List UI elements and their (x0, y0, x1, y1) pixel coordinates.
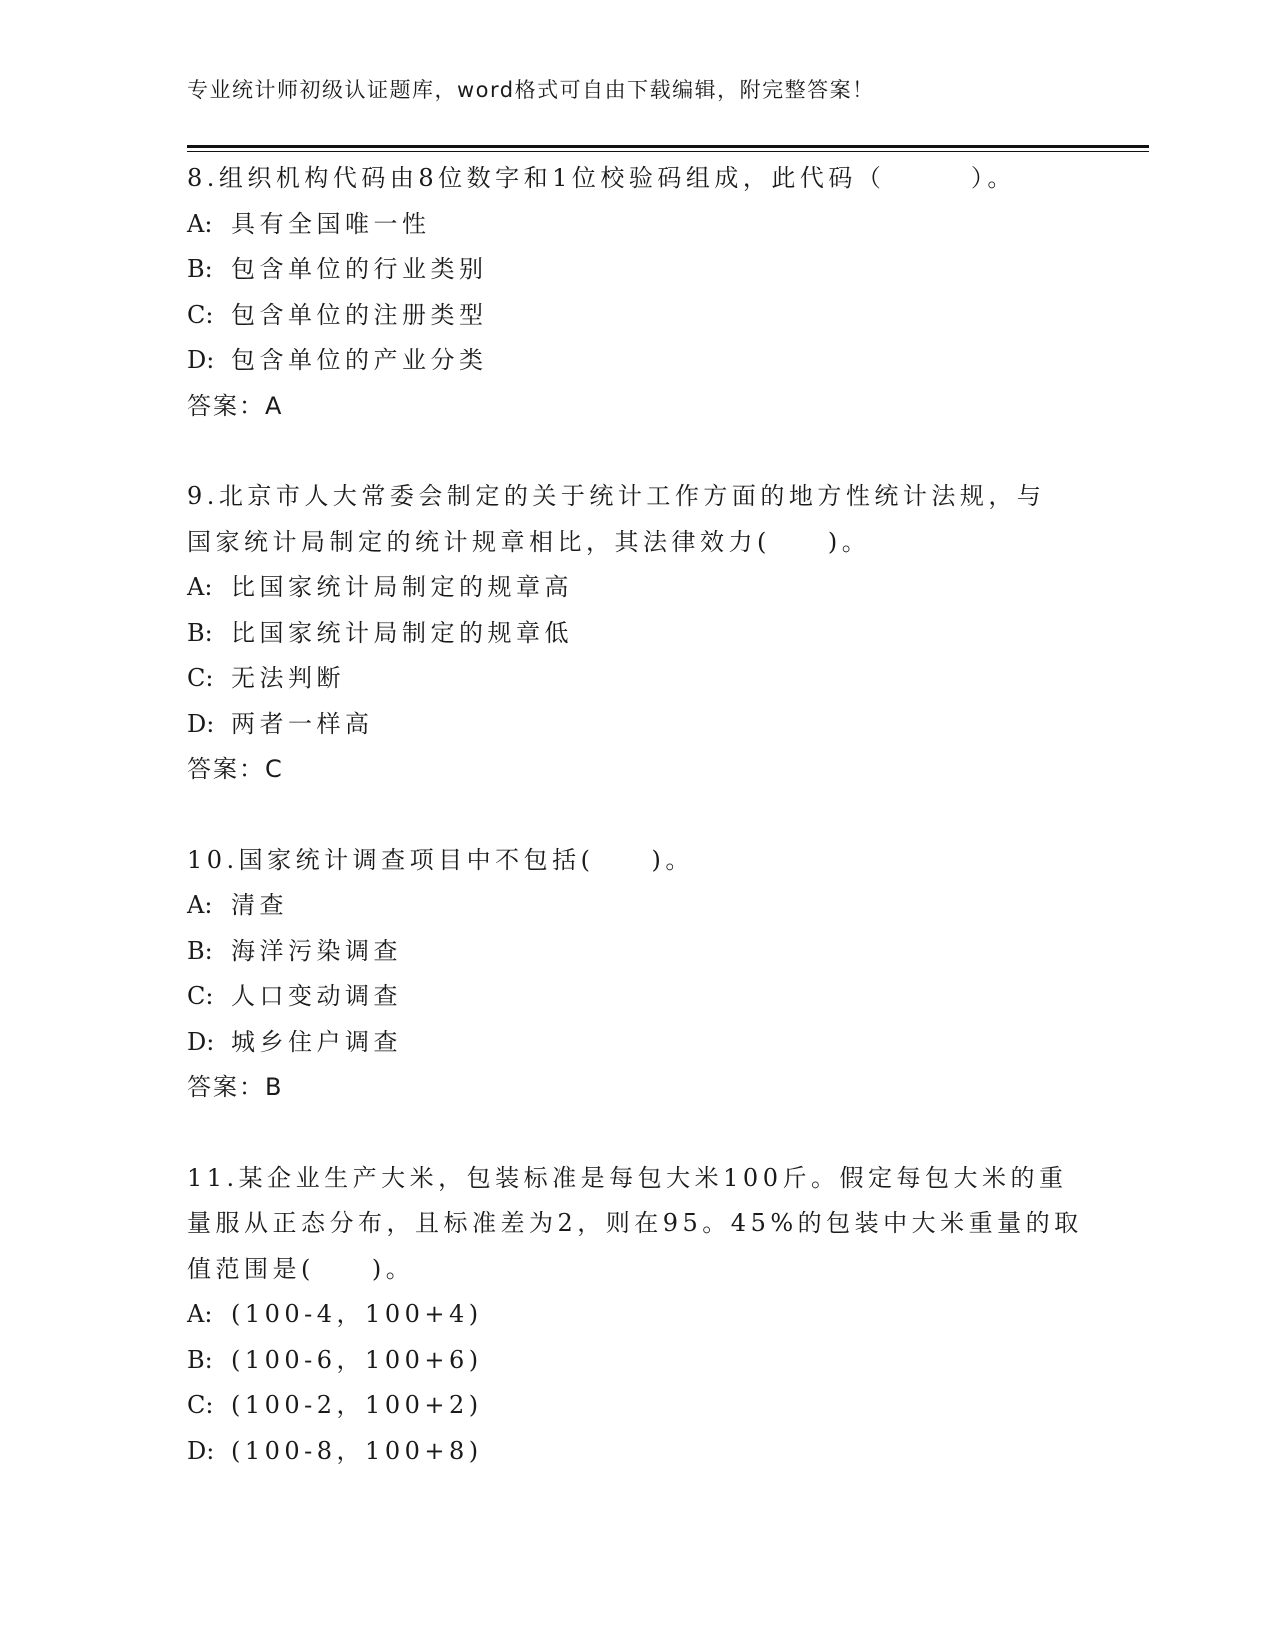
option-b (187, 611, 1087, 657)
option-key: D: (187, 1027, 215, 1056)
question-8 (187, 156, 1087, 429)
question-stem: 8.组织机构代码由8位数字和1位校验码组成，此代码（ ）。 (187, 164, 1016, 192)
option-text: 城乡住户调查 (231, 1027, 402, 1056)
option-key: A: (187, 209, 213, 238)
option-key: B: (187, 1345, 213, 1374)
question-spacer (187, 793, 1087, 838)
question-stem: 值范围是( )。 (187, 1254, 415, 1283)
option-text: 无法判断 (231, 664, 345, 692)
option-c (187, 293, 1087, 339)
option-a (187, 565, 1087, 611)
option-text: 包含单位的注册类型 (231, 300, 488, 329)
header-rule-thin (187, 151, 1149, 152)
option-text: 人口变动调查 (231, 982, 402, 1010)
option-key: D: (187, 346, 215, 374)
option-key: C: (187, 300, 214, 329)
answer-line: 答案：A (187, 391, 284, 420)
option-b (187, 1338, 1087, 1384)
option-text: 包含单位的产业分类 (231, 346, 488, 374)
option-text: 比国家统计局制定的规章低 (231, 618, 573, 647)
question-10 (187, 838, 1087, 1111)
option-text: (100-8，100+8) (231, 1436, 483, 1465)
option-key: A: (187, 573, 213, 601)
option-text: 两者一样高 (231, 709, 374, 738)
option-text: (100-4，100+4) (231, 1300, 483, 1328)
option-c (187, 656, 1087, 702)
option-text: 包含单位的行业类别 (231, 255, 488, 283)
option-text: (100-2，100+2) (231, 1391, 483, 1419)
question-spacer (187, 1111, 1087, 1156)
option-key: B: (187, 618, 213, 647)
option-key: C: (187, 982, 214, 1010)
option-d (187, 1020, 1087, 1066)
header-rule-thick (187, 145, 1149, 148)
option-text: 海洋污染调查 (231, 936, 402, 965)
option-key: A: (187, 1300, 213, 1328)
option-key: C: (187, 1391, 214, 1419)
option-text: 清查 (231, 891, 288, 919)
option-c (187, 974, 1087, 1020)
option-key: D: (187, 709, 215, 738)
option-a (187, 1292, 1087, 1338)
question-list (187, 156, 1087, 1474)
question-stem: 10.国家统计调查项目中不包括( )。 (187, 845, 694, 874)
page-header: 专业统计师初级认证题库，word格式可自由下载编辑，附完整答案！ (187, 78, 875, 102)
question-11 (187, 1156, 1087, 1475)
option-d (187, 1429, 1087, 1475)
option-a (187, 202, 1087, 248)
option-a (187, 883, 1087, 929)
option-c (187, 1383, 1087, 1429)
option-key: B: (187, 936, 213, 965)
option-d (187, 338, 1087, 384)
question-stem: 11.某企业生产大米，包装标准是每包大米100斤。假定每包大米的重 (187, 1163, 1068, 1192)
option-text: 具有全国唯一性 (231, 209, 431, 238)
option-text: (100-6，100+6) (231, 1345, 483, 1374)
option-key: D: (187, 1436, 215, 1465)
question-stem: 国家统计局制定的统计规章相比，其法律效力( )。 (187, 527, 871, 556)
question-spacer (187, 429, 1087, 474)
option-b (187, 247, 1087, 293)
question-stem: 量服从正态分布，且标准差为2，则在95。45%的包装中大米重量的取 (187, 1209, 1083, 1237)
option-text: 比国家统计局制定的规章高 (231, 573, 573, 601)
option-key: B: (187, 255, 213, 283)
question-9 (187, 474, 1087, 793)
answer-line: 答案：C (187, 755, 284, 783)
option-key: C: (187, 664, 214, 692)
option-b (187, 929, 1087, 975)
option-d (187, 702, 1087, 748)
question-stem: 9.北京市人大常委会制定的关于统计工作方面的地方性统计法规，与 (187, 482, 1046, 510)
option-key: A: (187, 891, 213, 919)
answer-line: 答案：B (187, 1073, 284, 1101)
